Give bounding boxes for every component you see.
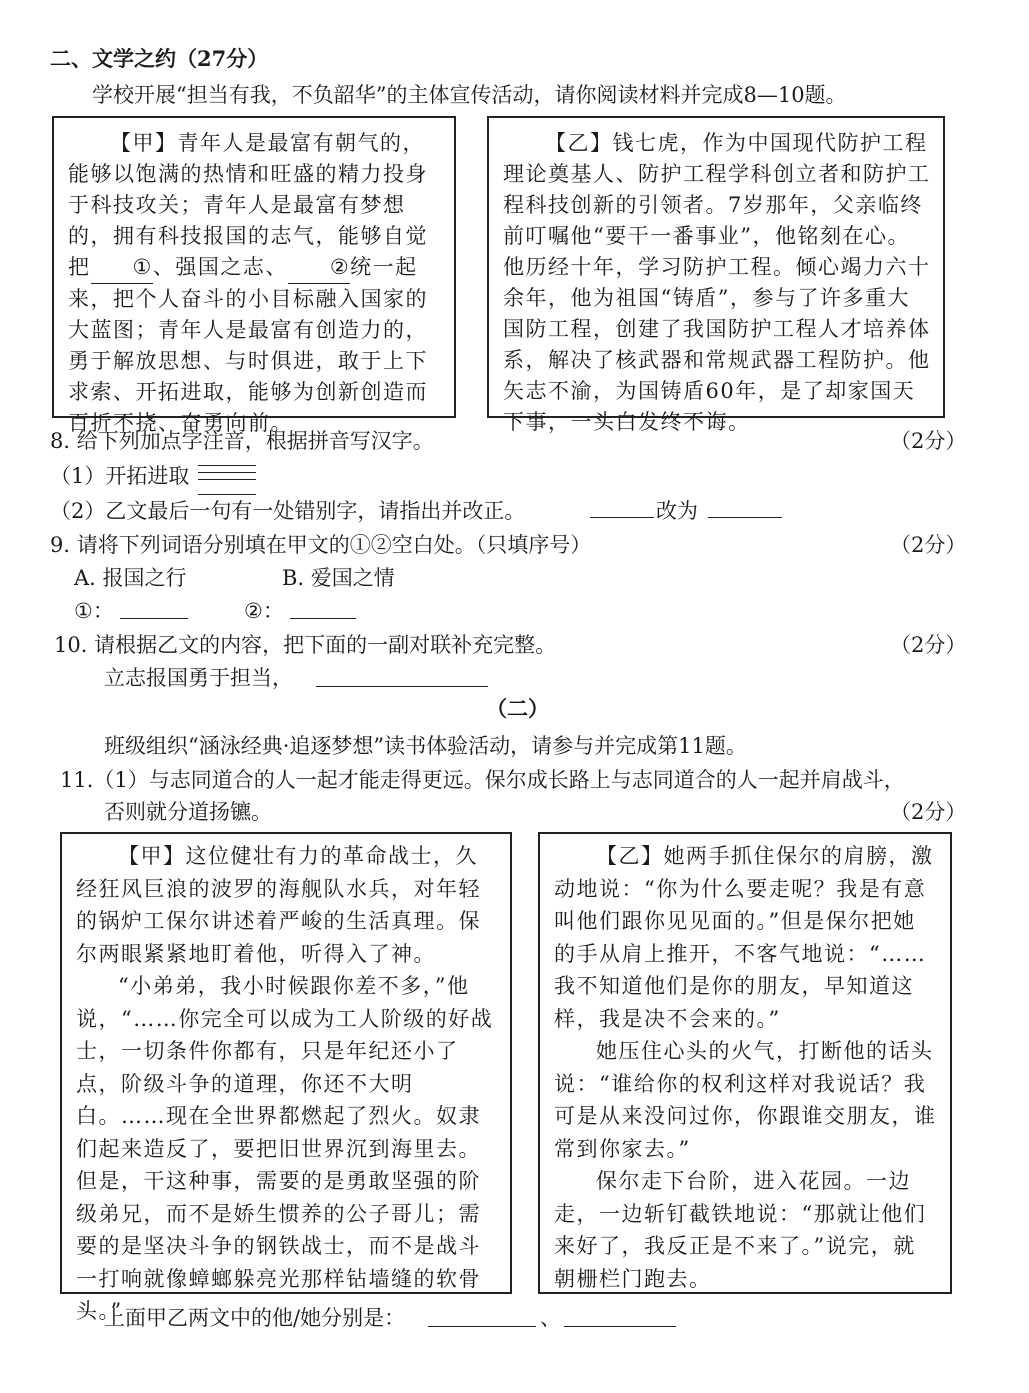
passage-box-jia [52,116,456,435]
question-8-score: （2分） [890,429,967,453]
option-a: A. 报国之行 [74,566,187,590]
option-b: B. 爱国之情 [282,566,395,590]
answer-1-label: ①： [74,599,114,623]
answer-2-label: ②： [244,599,284,623]
passage-text: 【甲】青年人是最富有朝气的，能够以饱满的热情和旺盛的精力投身于科技攻关；青年人是最富有梦想的，拥有科技报国的志气，能够自觉把 [68,131,428,279]
pinyin-answer-lines[interactable] [198,459,256,495]
answer-blank-2[interactable] [290,618,356,619]
passage-box-yi-2 [538,832,952,1294]
couplet-line: 立志报国勇于担当， [104,666,293,690]
question-8-2: （2）乙文最后一句有一处错别字，请指出并改正。 [50,499,526,523]
passage-text: 保尔走下台阶，进入花园。一边走，一边斩钉截铁地说：“那就让他们来好了，我反正是不来了。”说完，就朝栅栏门跑去。 [554,1169,927,1291]
answer-blank-1[interactable] [120,618,188,619]
blank-1: ① [91,252,153,284]
question-8-2-mid: 改为 [656,499,698,523]
question-8-1-label: （1）开拓进取 [50,464,190,488]
question-8-1 [50,461,189,491]
question-11-score: （2分） [890,800,967,824]
section-intro: 学校开展“担当有我，不负韶华”的主体宣传活动，请你阅读材料并完成8—10题。 [92,83,847,107]
passage-text: 她压住心头的火气，打断他的话头说：“谁给你的权利这样对我说话？我可是从来没问过你，你跟谁交朋友，谁常到你家去。” [554,1039,937,1161]
question-11-cont: 否则就分道扬镳。 [104,800,272,824]
blank-2: ② [288,252,350,284]
passage-box-yi [487,116,945,434]
final-question: 上面甲乙两文中的他/她分别是： [104,1306,406,1330]
final-separator: 、 [540,1306,561,1330]
part-intro: 班级组织“涵泳经典·追逐梦想”读书体验活动，请参与并完成第11题。 [104,734,747,758]
answer-blank-ta-1[interactable] [428,1326,536,1327]
passage-text: 【甲】这位健壮有力的革命战士，久经狂风巨浪的波罗的海舰队水兵，对年轻的锅炉工保尔讲述着严峻的生活真理。保尔两眼紧紧地盯着他，听得入了神。 [76,844,481,966]
question-11: 11.（1）与志同道合的人一起才能走得更远。保尔成长路上与志同道合的人一起并肩战斗， [60,768,905,792]
answer-blank-ta-2[interactable] [564,1326,676,1327]
answer-blank-wrong-char[interactable] [590,517,654,518]
part-heading: （二） [486,696,549,721]
question-10: 10. 请根据乙文的内容，把下面的一副对联补充完整。 [54,633,557,657]
passage-text: 统一起来，把个人奋斗的小目标融入国家的大蓝图；青年人是最富有创造力的，勇于解放思想、与时俱进，敢于上下求索、开拓进取，能够为创新创造而百折不挠、奋勇向前。 [68,255,428,435]
passage-text: 【乙】钱七虎，作为中国现代防护工程理论奠基人、防护工程学科创立者和防护工程科技创新的引领者。7岁那年，父亲临终前叮嘱他“要干一番事业”，他铭刻在心。他历经十年，学习防护工程。倾心竭力六十余年，他为祖国“铸盾”，参与了许多重大国防工程，创建了我国防护工程人才培养体系，解决了核武器和常规武器工程防护。他矢志不渝，为国铸盾60年，是了却家国天下事，一头白发终不诲。 [503,131,931,434]
question-9: 9. 请将下列词语分别填在甲文的①②空白处。（只填序号） [50,533,592,557]
passage-text: 、强国之志、 [152,255,288,279]
couplet-answer-blank[interactable] [316,686,488,687]
section-heading: 二、文学之约（27分） [50,46,269,71]
passage-text: “小弟弟，我小时候跟你差不多，”他说，“……你完全可以成为工人阶级的好战士，一切条件你都有，只是年纪还小了点，阶级斗争的道理，你还不大明白。……现在全世界都燃起了烈火。奴隶们起来造反了，要把旧世界沉到海里去。但是，干这种事，需要的是勇敢坚强的阶级弟兄，而不是娇生惯养的公子哥儿；需要的是坚决斗争的钢铁战士，而不是战斗一打响就像蟑螂躲亮光那样钻墙缝的软骨头。” [76,974,494,1323]
question-9-score: （2分） [890,533,967,557]
passage-text: 【乙】她两手抓住保尔的肩膀，激动地说：“你为什么要走呢？我是有意叫他们跟你见见面的。”但是保尔把她的手从肩上推开，不客气地说：“……我不知道他们是你的朋友，早知道这样，我是决不会来的。” [554,844,934,1031]
question-8: 8. 给下列加点字注音，根据拼音写汉字。 [50,429,434,453]
question-10-score: （2分） [890,633,967,657]
answer-blank-correct-char[interactable] [708,517,782,518]
